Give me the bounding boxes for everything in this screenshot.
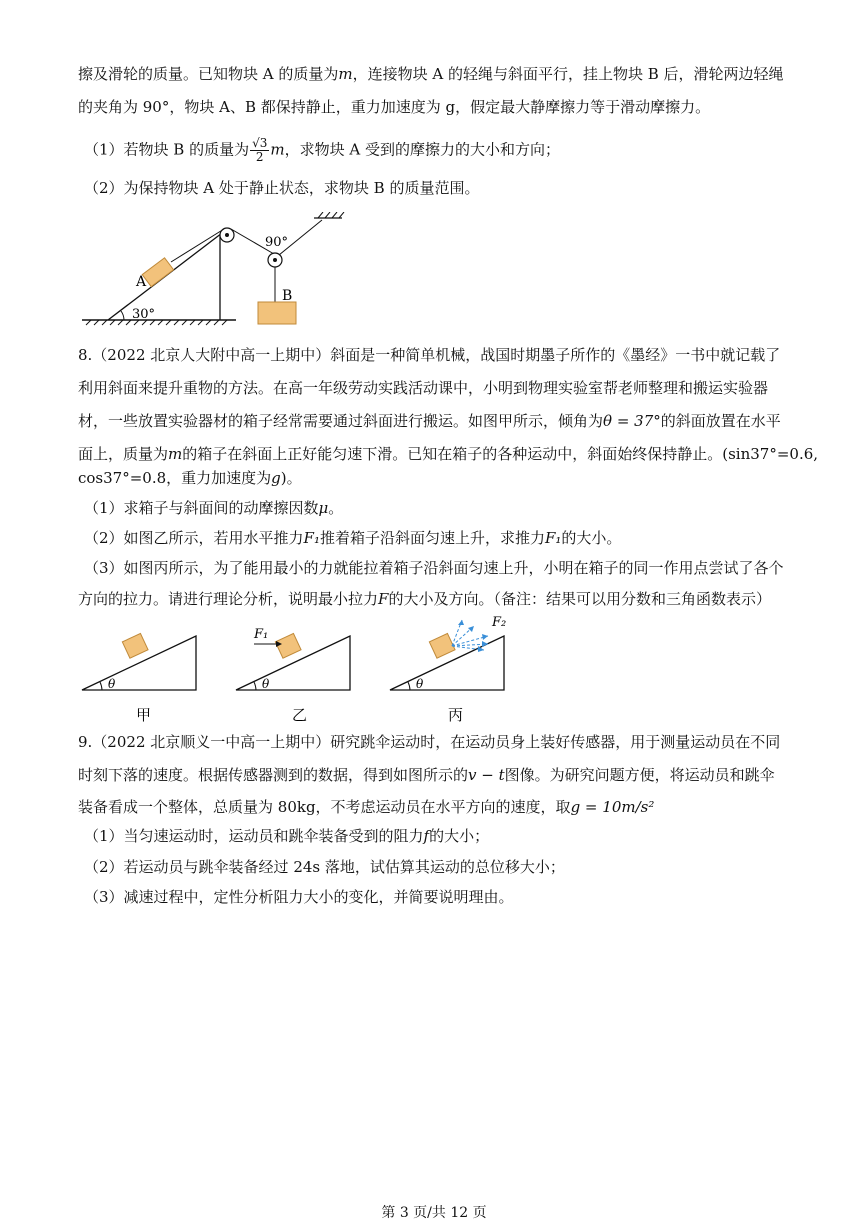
q8-sub-3: （3）如图丙所示，为了能用最小的力就能拉着箱子沿斜面匀速上升，小明在箱子的同一作用点尝试了各个 xyxy=(84,559,784,577)
figure-bing xyxy=(390,615,506,724)
theta-label: θ xyxy=(108,677,116,691)
q9-line-3 xyxy=(78,797,654,817)
g-symbol: g xyxy=(271,469,281,487)
text: 的大小。 xyxy=(561,529,622,547)
q7-line-1 xyxy=(78,64,784,84)
text: 的大小及方向。（备注：结果可以用分数和三角函数表示） xyxy=(388,590,771,608)
mu-symbol: μ xyxy=(318,499,329,517)
text: （2）如图乙所示，若用水平推力 xyxy=(84,529,304,547)
text: 方向的拉力。请进行理论分析，说明最小拉力 xyxy=(78,590,379,608)
f1-symbol: F₁ xyxy=(303,529,320,547)
block-b xyxy=(258,302,296,324)
text: 面上，质量为 xyxy=(78,445,169,463)
q7-sub-2: （2）为保持物块 A 处于静止状态，求物块 B 的质量范围。 xyxy=(84,179,480,197)
q8-sub-3-cont xyxy=(78,589,771,609)
caption-yi: 乙 xyxy=(292,706,308,724)
page-footer: 第 3 页/共 12 页 xyxy=(381,1205,487,1221)
fraction xyxy=(250,137,269,164)
fraction-numerator: √3 xyxy=(252,136,268,150)
angle-30: 30° xyxy=(132,307,156,322)
theta-label: θ xyxy=(262,677,270,691)
q8-line-2: 利用斜面来提升重物的方法。在高一年级劳动实践活动课中，小明到物理实验室帮老师整理和搬运实验器 xyxy=(78,379,769,397)
q8-figures xyxy=(78,612,518,724)
angle-90: 90° xyxy=(265,235,289,250)
text: ，求物块 A 受到的摩擦力的大小和方向； xyxy=(284,140,560,159)
text: cos37°=0.8，重力加速度为 xyxy=(78,469,272,487)
mass-symbol: m xyxy=(168,445,183,463)
caption-jia: 甲 xyxy=(136,706,152,724)
caption-bing: 丙 xyxy=(448,706,464,724)
q9-line-1: 9.（2022 北京顺义一中高一上期中）研究跳伞运动时，在运动员身上装好传感器，用于测量运动员在不同 xyxy=(78,733,781,751)
q8-line-1: 8.（2022 北京人大附中高一上期中）斜面是一种简单机械，战国时期墨子所作的《墨经》一书中就记载了 xyxy=(78,346,781,364)
figure-yi xyxy=(236,627,350,724)
text: （1）若物块 B 的质量为 xyxy=(84,140,250,159)
q7-line-2: 的夹角为 90°，物块 A、B 都保持静止，重力加速度为 g，假定最大静摩擦力等于滑动摩擦力。 xyxy=(78,98,711,116)
q9-sub-3: （3）减速过程中，定性分析阻力大小的变化，并简要说明理由。 xyxy=(84,888,514,906)
q8-line-3 xyxy=(78,411,781,431)
text: 。 xyxy=(328,499,344,517)
f1-symbol: F₁ xyxy=(544,529,562,547)
f2-label: F₂ xyxy=(492,615,507,630)
fraction-denominator: 2 xyxy=(255,150,264,164)
theta-value: θ = 37° xyxy=(603,412,661,430)
text: （1）求箱子与斜面间的动摩擦因数 xyxy=(84,499,319,517)
g-value: g = 10m/s² xyxy=(570,798,655,816)
q7-sub-1 xyxy=(84,137,560,164)
text: 图像。为研究问题方便，将运动员和跳伞 xyxy=(504,766,775,784)
label-b: B xyxy=(282,288,293,304)
rope-a xyxy=(171,229,224,262)
q8-line-4 xyxy=(78,444,818,464)
q8-sub-1 xyxy=(84,498,343,518)
q9-line-2 xyxy=(78,765,775,785)
text: 时刻下落的速度。根据传感器测到的数据，得到如图所示的 xyxy=(78,766,469,784)
f1-label: F₁ xyxy=(254,627,269,642)
q9-sub-2: （2）若运动员与跳伞装备经过 24s 落地，试估算其运动的总位移大小； xyxy=(84,858,565,876)
f-symbol: F xyxy=(378,590,389,608)
text: （1）当匀速运动时，运动员和跳伞装备受到的阻力 xyxy=(84,827,424,845)
q7-pulley-figure xyxy=(78,212,358,330)
text: )。 xyxy=(280,469,302,487)
label-a: A xyxy=(136,274,147,290)
f-symbol: f xyxy=(423,827,430,845)
vt-symbol: v − t xyxy=(468,766,505,784)
text: ，连接物块 A 的轻绳与斜面平行，挂上物块 B 后，滑轮两边轻绳 xyxy=(352,65,784,83)
text: 推着箱子沿斜面匀速上升，求推力 xyxy=(319,529,545,547)
text: 的斜面放置在水平 xyxy=(660,412,781,430)
theta-label: θ xyxy=(416,677,424,691)
mass-symbol: m xyxy=(338,65,353,83)
text: 的箱子在斜面上正好能匀速下滑。已知在箱子的各种运动中，斜面始终保持静止。(sin37°=0.6, xyxy=(182,445,819,463)
q8-sub-2 xyxy=(84,528,621,548)
text: 擦及滑轮的质量。已知物块 A 的质量为 xyxy=(78,65,339,83)
mass-symbol: m xyxy=(270,140,285,159)
text: 材，一些放置实验器材的箱子经常需要通过斜面进行搬运。如图甲所示，倾角为 xyxy=(78,412,604,430)
figure-jia xyxy=(82,633,196,724)
q9-sub-1 xyxy=(84,826,489,846)
q8-line-5 xyxy=(78,468,302,488)
text: 装备看成一个整体，总质量为 80kg，不考虑运动员在水平方向的速度，取 xyxy=(78,798,571,816)
text: 的大小； xyxy=(429,827,490,845)
